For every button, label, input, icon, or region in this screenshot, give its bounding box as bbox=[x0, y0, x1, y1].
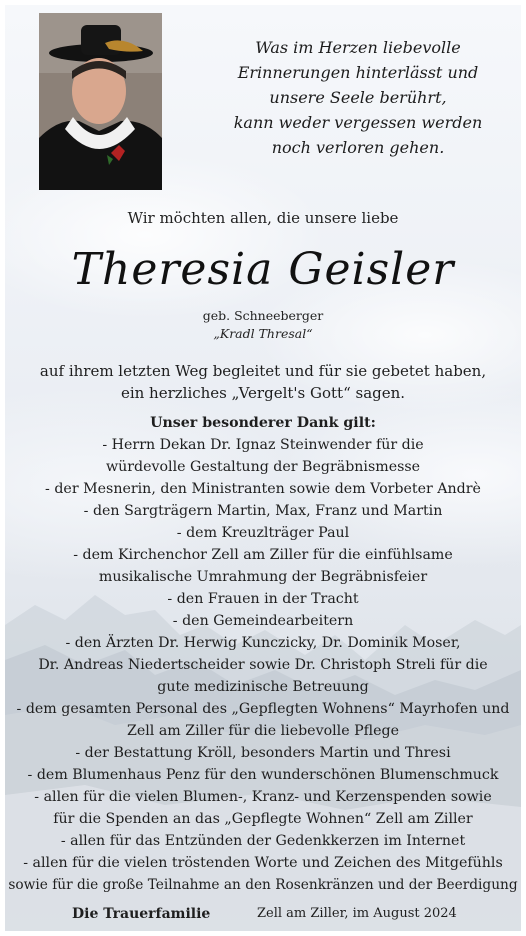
gratitude-line: Dr. Andreas Niedertscheider sowie Dr. Christoph Streli für die bbox=[38, 657, 488, 673]
gratitude-line: - allen für die vielen Blumen-, Kranz- und Kerzenspenden sowie bbox=[34, 789, 492, 805]
thanks-text bbox=[5, 360, 521, 404]
gratitude-line: - dem Kirchenchor Zell am Ziller für die einfühlsame bbox=[73, 547, 453, 563]
gratitude-line: - Herrn Dekan Dr. Ignaz Steinwender für die bbox=[102, 437, 424, 453]
gratitude-line: - der Bestattung Kröll, besonders Martin und Thresi bbox=[75, 745, 451, 761]
intro-text: Wir möchten allen, die unsere liebe bbox=[127, 209, 399, 227]
gratitude-line: - allen für die vielen tröstenden Worte und Zeichen des Mitgefühls bbox=[23, 855, 503, 871]
gratitude-line: - den Sargträgern Martin, Max, Franz und Martin bbox=[83, 503, 443, 519]
poem-line: unsere Seele berührt, bbox=[269, 88, 447, 107]
gratitude-list bbox=[5, 412, 521, 896]
family-signature: Die Trauerfamilie bbox=[72, 906, 211, 922]
portrait-photo bbox=[39, 13, 162, 190]
maiden-name: geb. Schneeberger bbox=[202, 308, 324, 323]
gratitude-line: für die Spenden an das „Gepflegte Wohnen“ Zell am Ziller bbox=[53, 811, 473, 827]
memorial-poem bbox=[205, 35, 511, 160]
obituary-card bbox=[5, 5, 521, 931]
gratitude-line: sowie für die große Teilnahme an den Rosenkränzen und der Beerdigung bbox=[8, 877, 518, 893]
poem-line: kann weder vergessen werden bbox=[233, 113, 483, 132]
poem-line: Erinnerungen hinterlässt und bbox=[237, 63, 479, 82]
gratitude-line: - der Mesnerin, den Ministranten sowie dem Vorbeter Andrè bbox=[45, 481, 481, 497]
gratitude-line: - den Gemeindearbeitern bbox=[172, 613, 354, 629]
thanks-line: ein herzliches „Vergelt's Gott“ sagen. bbox=[120, 384, 406, 402]
place-date: Zell am Ziller, im August 2024 bbox=[257, 906, 457, 921]
gratitude-heading: Unser besonderer Dank gilt: bbox=[150, 415, 376, 431]
gratitude-line: - dem gesamten Personal des „Gepflegten Wohnens“ Mayrhofen und bbox=[16, 701, 510, 717]
deceased-name: Theresia Geisler bbox=[71, 244, 455, 295]
gratitude-line: - den Ärzten Dr. Herwig Kunczicky, Dr. Dominik Moser, bbox=[65, 635, 461, 651]
thanks-line: auf ihrem letzten Weg begleitet und für sie gebetet haben, bbox=[39, 362, 487, 380]
gratitude-line: würdevolle Gestaltung der Begräbnismesse bbox=[105, 459, 421, 475]
gratitude-line: Zell am Ziller für die liebevolle Pflege bbox=[127, 723, 399, 739]
poem-line: noch verloren gehen. bbox=[271, 138, 445, 157]
gratitude-line: - allen für das Entzünden der Gedenkkerzen im Internet bbox=[60, 833, 466, 849]
gratitude-line: - den Frauen in der Tracht bbox=[167, 591, 359, 607]
gratitude-line: - dem Kreuzlträger Paul bbox=[176, 525, 350, 541]
gratitude-line: - dem Blumenhaus Penz für den wunderschönen Blumenschmuck bbox=[27, 767, 499, 783]
poem-line: Was im Herzen liebevolle bbox=[255, 38, 461, 57]
nickname: „Kradl Thresal“ bbox=[213, 326, 313, 341]
gratitude-line: musikalische Umrahmung der Begräbnisfeier bbox=[98, 569, 428, 585]
gratitude-line: gute medizinische Betreuung bbox=[157, 679, 369, 695]
